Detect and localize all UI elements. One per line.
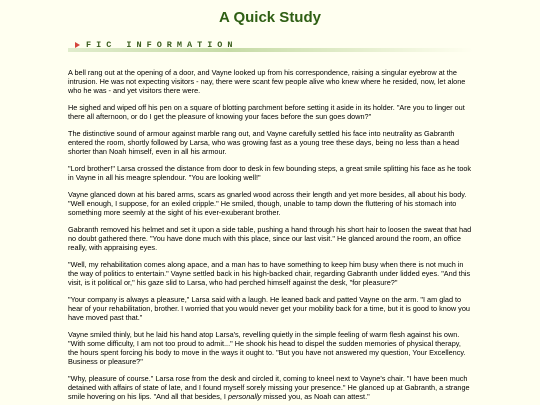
story-paragraph: Vayne glanced down at his bared arms, scars as gnarled wood across their length and yet more besides, all about his body. "Well enough, I suppose, for an exiled cripple." He smiled, though, unable to tamp down the fluttering of his stomach into something more seemly at the sight of his ever-exuberant brother. (68, 190, 467, 217)
story-paragraph: A bell rang out at the opening of a door, and Vayne looked up from his correspondence, raising a singular eyebrow at the intrusion. He was not expecting visitors - nay, there were scant few people alive who knew where he resided, now, let alone who he was - and yet visitors there were. (68, 68, 466, 95)
story-paragraph (68, 374, 473, 401)
story-paragraph: "Well, my rehabilitation comes along apace, and a man has to have something to keep him busy when there is not much in the way of politics to entertain." Vayne settled back in his high-backed chair, regarding Gabranth under lidded eyes. "And this visit, is it political or," his gaze slid to Larsa, who had perched himself against the desk, "for pleasure?" (68, 260, 471, 287)
emphasis-text: personally (227, 392, 262, 401)
story-paragraph: "Your company is always a pleasure," Larsa said with a laugh. He leaned back and patted Vayne on the arm. "I am glad to hear of your rehabilitation, brother. I worried that you would never get your mobility back for a time, but it is good to know you have moved past that." (68, 295, 470, 322)
expand-arrow-icon[interactable] (75, 42, 80, 48)
fic-information-header[interactable] (68, 37, 473, 52)
section-header-label: FIC INFORMATION (86, 39, 238, 50)
story-paragraph: The distinctive sound of armour against marble rang out, and Vayne carefully settled his face into neutrality as Gabranth entered the room, shortly followed by Larsa, who was growing fast as a young tree these days, being no less than a head shorter than Noah himself, even in all his armour. (68, 129, 460, 156)
story-body (68, 68, 473, 405)
paragraph-text: missed you, as Noah can attest." (261, 392, 370, 401)
story-title: A Quick Study (219, 9, 321, 26)
story-paragraph: He sighed and wiped off his pen on a square of blotting parchment before setting it aside in its holder. "Are you to linger out there all afternoon, or do I get the pleasure of knowing your faces before the sun goes down?" (68, 103, 465, 121)
story-paragraph: Vayne smiled thinly, but he laid his hand atop Larsa's, revelling quietly in the simple feeling of warm flesh against his own. "With some difficulty, I am not too proud to admit..." He shook his head to dispel the sudden memories of physical therapy, the hours spent forcing his body to move in the ways it ought to. "But you have not answered my question, Your Excellency. Business or pleasure?" (68, 330, 466, 366)
story-paragraph: Gabranth removed his helmet and set it upon a side table, pushing a hand through his short hair to loosen the sweat that had no doubt gathered there. "You have done much with this place, since our last visit." He glanced around the room, an office really, with appraising eyes. (68, 225, 472, 252)
story-paragraph: "Lord brother!" Larsa crossed the distance from door to desk in few bounding steps, a great smile splitting his face as he took in Vayne in all his meagre splendour. "You are looking well!" (68, 164, 472, 182)
paragraph-text: "Why, pleasure of course." Larsa rose from the desk and circled it, coming to kneel next to Vayne's chair. "I have been much detained with affairs of state of late, and I found myself sorely missing your presence." He glanced up at Gabranth, a strange smile hovering on his lips. "And all that besides, I (68, 374, 470, 401)
